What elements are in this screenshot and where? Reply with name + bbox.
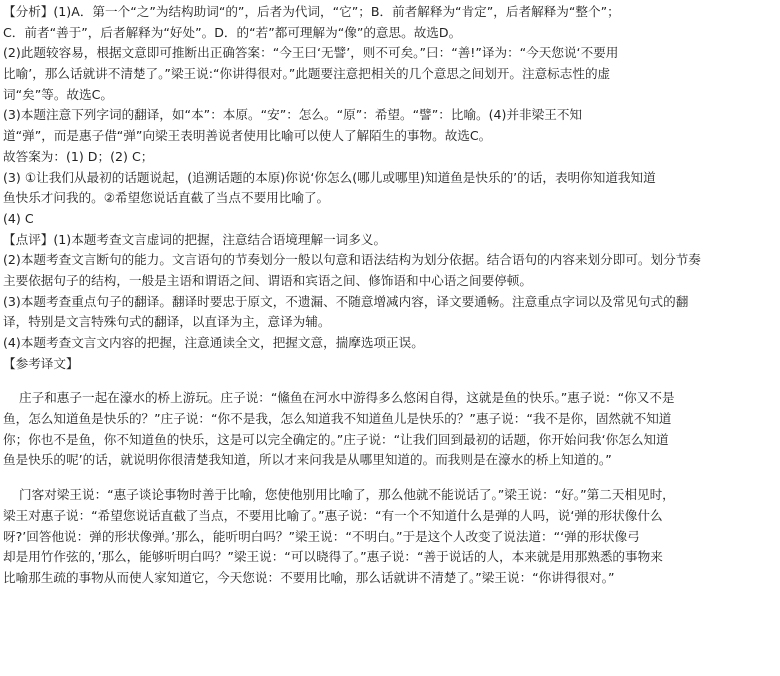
analysis-line: (3)本题注意下列字词的翻译，如“本”：本原。“安”：怎么。“原”：希望。“譬”：比喻。(4)并非梁王不知 <box>3 107 583 123</box>
comment-line: 主要依据句子的结构，一般是主语和谓语之间、谓语和宾语之间、修饰语和中心语之间要停顿。 <box>3 272 532 288</box>
translation-line: 却是用竹作弦的，’那么，能够听明白吗？”梁王说：“可以晓得了。”惠子说：“善于说话的人，本来就是用那熟悉的事物来 <box>3 549 663 565</box>
analysis-line: 词“矣”等。故选C。 <box>3 86 113 102</box>
translation-line: 鱼是快乐的呢’的话，就说明你很清楚我知道，所以才来问我是从哪里知道的。而我则是在濠水的桥上知道的。” <box>3 452 612 468</box>
answer-line: 故答案为：(1) D；(2) C； <box>3 148 154 164</box>
comment-line: 【点评】(1)本题考查文言虚词的把握，注意结合语境理解一词多义。 <box>3 231 387 247</box>
translation-paragraph-2 <box>3 485 774 588</box>
analysis-line: C．前者“善于”，后者解释为“好处”。D．的“若”都可理解为“像”的意思。故选D。 <box>3 24 462 40</box>
paragraph-gap <box>3 374 774 388</box>
comment-line: 译，特别是文言特殊句式的翻译，以直译为主，意译为辅。 <box>3 314 331 330</box>
translation-paragraph-1 <box>3 388 774 471</box>
analysis-line: 道“弹”，而是惠子借“弹”向梁王表明善说者使用比喻可以使人了解陌生的事物。故选C。 <box>3 128 492 144</box>
analysis-line: (2)此题较容易，根据文意即可推断出正确答案：“今王曰‘无譬’，则不可矣。”曰：“善!”译为：“今天您说‘不要用 <box>3 45 619 61</box>
translation-line: 梁王对惠子说：“希望您说话直截了当点，不要用比喻了。”惠子说：“有一个不知道什么是弹的人吗，说‘弹的形状像什么 <box>3 507 663 523</box>
translation-line: 比喻那生疏的事物从而使人家知道它，今天您说：不要用比喻，那么话就讲不清楚了。”梁王说：“你讲得很对。” <box>3 569 615 585</box>
comment-line: (2)本题考查文言断句的能力。文言语句的节奏划分一般以句意和语法结构为划分依据。结合语句的内容来划分即可。划分节奏 <box>3 252 701 268</box>
translation-line: 鱼，怎么知道鱼是快乐的？”庄子说：“你不是我，怎么知道我不知道鱼儿是快乐的？”惠子说：“我不是你，固然就不知道 <box>3 411 672 427</box>
comment-section <box>3 230 774 375</box>
translation-line: 呀?’回答他说：弹的形状像弹。’那么，能听明白吗？”梁王说：“不明白。”于是这个人改变了说法道：“‘弹的形状像弓 <box>3 528 640 544</box>
translation-line: 门客对梁王说：“惠子谈论事物时善于比喻，您使他别用比喻了，那么他就不能说话了。”梁王说：“好。”第二天相见时， <box>19 487 675 503</box>
translation-line: 你；你也不是鱼，你不知道鱼的快乐，这是可以完全确定的。”庄子说：“让我们回到最初的话题，你开始问我‘你怎么知道 <box>3 431 669 447</box>
answer-line: (4) C <box>3 210 34 226</box>
answer-line: (3) ①让我们从最初的话题说起，(追溯话题的本原)你说‘你怎么(哪儿或哪里)知道鱼是快乐的’的话，表明你知道我知道 <box>3 169 656 185</box>
analysis-section <box>3 2 774 230</box>
paragraph-gap <box>3 471 774 485</box>
answer-line: 鱼快乐才问我的。②希望您说话直截了当点不要用比喻了。 <box>3 190 330 206</box>
analysis-line: 比喻’，那么话就讲不清楚了。”梁王说:“你讲得很对。”此题要注意把相关的几个意思之间划开。注意标志性的虚 <box>3 66 611 82</box>
comment-line: (4)本题考查文言文内容的把握，注意通读全文，把握文意，揣摩选项正误。 <box>3 335 424 350</box>
analysis-line: 【分析】(1)A．第一个“之”为结构助词“的”，后者为代词，“它”；B．前者解释为“肯定”，后者解释为“整个”； <box>3 4 620 19</box>
translation-heading: 【参考译文】 <box>3 355 79 371</box>
comment-line: (3)本题考查重点句子的翻译。翻译时要忠于原文，不遗漏、不随意增减内容，译文要通畅。注意重点字词以及常见句式的翻 <box>3 293 689 309</box>
translation-line: 庄子和惠子一起在濠水的桥上游玩。庄子说：“鯈鱼在河水中游得多么悠闲自得，这就是鱼的快乐。”惠子说：“你又不是 <box>19 390 675 406</box>
